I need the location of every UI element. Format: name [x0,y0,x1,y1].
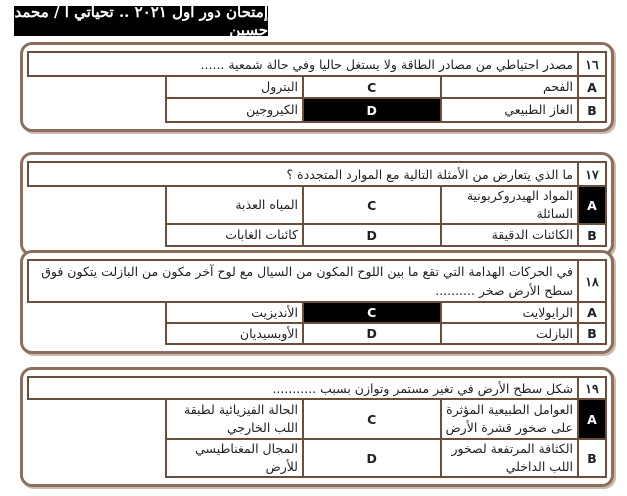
question-card [20,367,614,487]
option-letter[interactable]: D [303,439,441,477]
question-number: ١٦ [578,52,606,76]
question-number: ١٧ [578,162,606,186]
question-card [20,42,614,132]
option-letter[interactable]: A [578,76,606,98]
option-text[interactable]: المياه العذبة [166,186,304,224]
option-letter[interactable]: B [578,224,606,246]
page-header: إمتحان دور أول ٢٠٢١ .. تحياتي أ / محمد حسين [14,3,268,39]
option-text[interactable]: الرايولايت [441,302,579,323]
question-number: ١٨ [578,260,606,302]
option-text[interactable]: الفحم [441,76,579,98]
option-letter[interactable]: A [578,302,606,323]
question-text: ما الذي يتعارض من الأمثلة التالية مع الموارد المتجددة ؟ [28,162,578,186]
option-text[interactable]: الكثافة المرتفعة لصخور اللب الداخلي [441,439,579,477]
question-card [20,152,614,256]
option-text[interactable]: كائنات الغابات [166,224,304,246]
option-letter[interactable]: D [303,323,441,344]
option-letter[interactable]: C [303,399,441,439]
option-text[interactable]: الكائنات الدقيقة [441,224,579,246]
option-text[interactable]: المجال المغناطيسي للأرض [166,439,304,477]
option-letter-selected[interactable]: D [303,98,441,122]
question-card [20,250,614,354]
question-text: مصدر احتياطي من مصادر الطاقة ولا يستغل حاليا وفي حالة شمعية ...... [28,52,578,76]
option-letter[interactable]: D [303,224,441,246]
option-text[interactable]: الكيروجين [166,98,304,122]
option-text[interactable]: المواد الهيدروكربونية السائلة [441,186,579,224]
option-text[interactable]: الغاز الطبيعي [441,98,579,122]
option-letter[interactable]: B [578,98,606,122]
option-text[interactable]: البازلت [441,323,579,344]
option-letter[interactable]: B [578,323,606,344]
option-text[interactable]: الأنديزيت [166,302,304,323]
question-text: شكل سطح الأرض في تغير مستمر وتوازن بسبب ........... [28,377,578,399]
question-number: ١٩ [578,377,606,399]
option-letter-selected[interactable]: A [578,399,606,439]
option-letter[interactable]: C [303,186,441,224]
question-text: في الحركات الهدامة التي تقع ما بين اللوح المكون من السيال مع لوح آخر مكون من البازلت يتكون فوق سطح الأرض صخر .......... [28,260,578,302]
option-text[interactable]: العوامل الطبيعية المؤثرة على صخور قشرة الأرض [441,399,579,439]
option-text[interactable]: البترول [166,76,304,98]
option-letter[interactable]: C [303,76,441,98]
option-text[interactable]: الحالة الفيزيائية لطبقة اللب الخارجي [166,399,304,439]
option-letter-selected[interactable]: C [303,302,441,323]
option-letter-selected[interactable]: A [578,186,606,224]
option-letter[interactable]: B [578,439,606,477]
option-text[interactable]: الأوبسيديان [166,323,304,344]
